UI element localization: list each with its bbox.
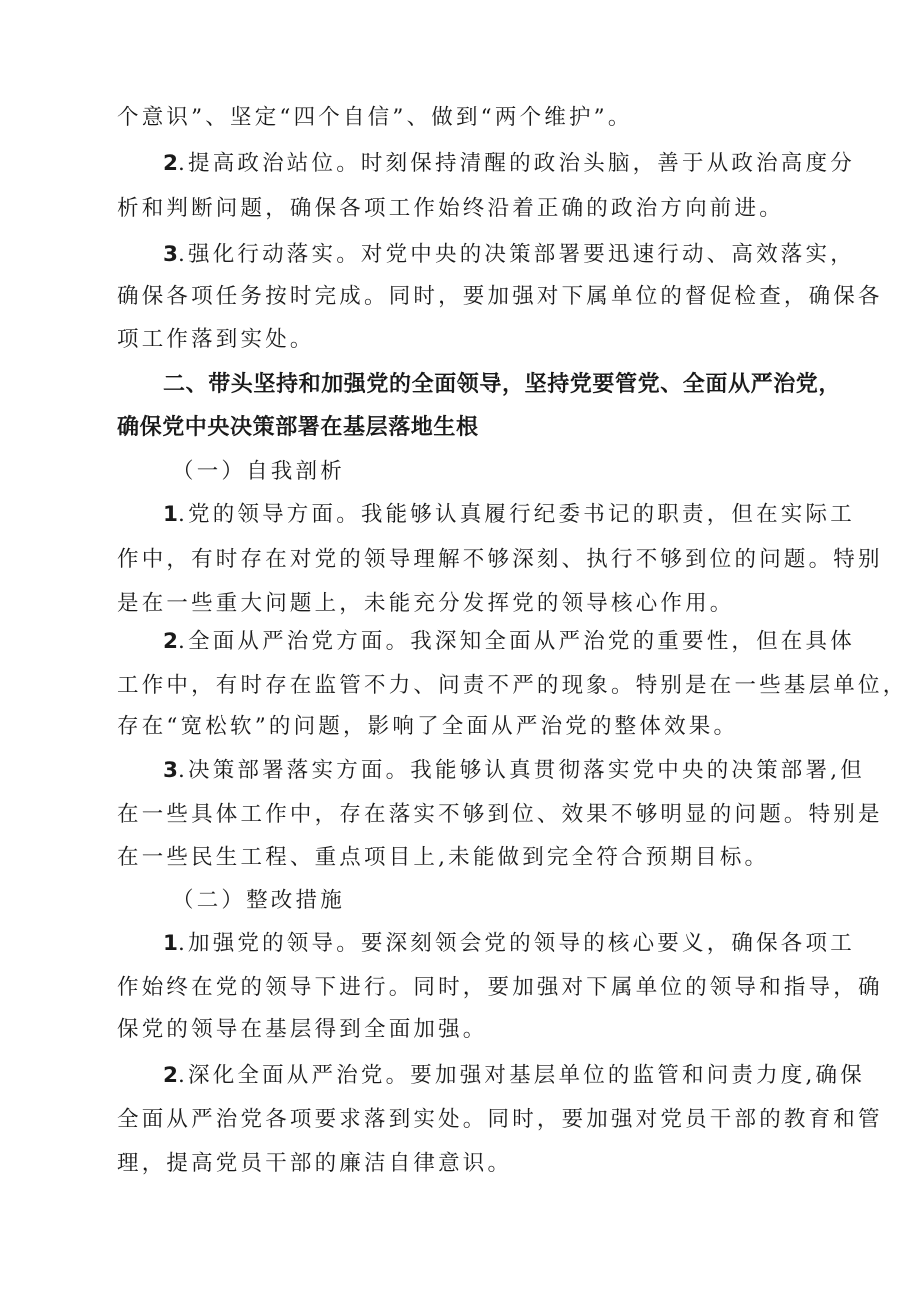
paragraph-line: 确保各项任务按时完成。同时，要加强对下属单位的督促检查，确保各 — [117, 284, 883, 309]
item-number: 1 — [163, 502, 178, 527]
item-text: .深化全面从严治党。要加强对基层单位的监管和问责力度,确保 — [177, 1063, 865, 1088]
paragraph-line: 作始终在党的领导下进行。同时，要加强对下属单位的领导和指导，确 — [117, 975, 883, 1000]
paragraph-line: 保党的领导在基层得到全面加强。 — [117, 1017, 488, 1042]
item-text: .党的领导方面。我能够认真履行纪委书记的职责，但在实际工 — [177, 502, 855, 527]
item-text: .强化行动落实。对党中央的决策部署要迅速行动、高效落实， — [177, 242, 855, 267]
paragraph-line: 存在“宽松软”的问题，影响了全面从严治党的整体效果。 — [117, 714, 739, 739]
paragraph-line: 作中，有时存在对党的领导理解不够深刻、执行不够到位的问题。特别 — [117, 547, 883, 572]
paragraph-line: 是在一些重大问题上，未能充分发挥党的领导核心作用。 — [117, 591, 735, 616]
subsection-title: （二）整改措施 — [172, 888, 345, 913]
item-text: .提高政治站位。时刻保持清醒的政治头脑，善于从政治高度分 — [177, 151, 855, 176]
item-text: .全面从严治党方面。我深知全面从严治党的重要性，但在具体 — [177, 629, 855, 654]
paragraph-line — [163, 500, 855, 530]
item-number: 2 — [163, 629, 178, 654]
paragraph-line: 析和判断问题，确保各项工作始终沿着正确的政治方向前进。 — [117, 196, 784, 221]
paragraph-line — [163, 149, 855, 179]
paragraph-line: 个意识”、坚定“四个自信”、做到“两个维护”。 — [117, 105, 633, 130]
paragraph-line: 理，提高党员干部的廉洁自律意识。 — [117, 1151, 513, 1176]
item-number: 3 — [163, 242, 178, 267]
item-number: 2 — [163, 151, 178, 176]
paragraph-line: 项工作落到实处。 — [117, 327, 315, 352]
item-text: .加强党的领导。要深刻领会党的领导的核心要义，确保各项工 — [177, 931, 855, 956]
paragraph-line: 工作中，有时存在监管不力、问责不严的现象。特别是在一些基层单位， — [117, 673, 908, 698]
section-heading: 确保党中央决策部署在基层落地生根 — [117, 415, 479, 440]
item-number: 1 — [163, 931, 178, 956]
section-heading: 二、带头坚持和加强党的全面领导，坚持党要管党、全面从严治党， — [163, 372, 842, 397]
paragraph-line — [163, 929, 855, 959]
paragraph-line: 在一些具体工作中，存在落实不够到位、效果不够明显的问题。特别是 — [117, 802, 883, 827]
paragraph-line — [163, 1061, 865, 1091]
paragraph-line: 在一些民生工程、重点项目上,未能做到完全符合预期目标。 — [117, 845, 770, 870]
item-number: 3 — [163, 758, 178, 783]
paragraph-line — [163, 627, 855, 657]
paragraph-line — [163, 240, 855, 270]
item-text: .决策部署落实方面。我能够认真贯彻落实党中央的决策部署,但 — [177, 758, 865, 783]
paragraph-line — [163, 756, 865, 786]
item-number: 2 — [163, 1063, 178, 1088]
subsection-title: （一）自我剖析 — [172, 459, 345, 484]
paragraph-line: 全面从严治党各项要求落到实处。同时，要加强对党员干部的教育和管 — [117, 1107, 883, 1132]
